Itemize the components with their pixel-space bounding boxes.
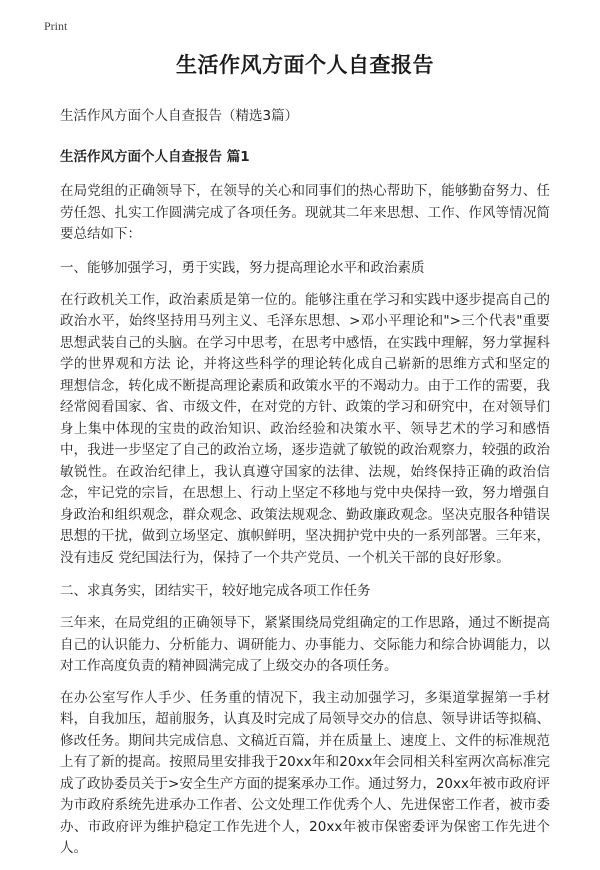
print-label: Print: [44, 19, 68, 33]
intro-paragraph: 在局党组的正确领导下，在领导的关心和同事们的热心帮助下，能够勤奋努力、任劳任怨、扎实工作圆满完成了各项任务。现就其二年来思想、工作、作风等情况简要总结如下：: [60, 183, 550, 242]
section-1-paragraph: 在行政机关工作，政治素质是第一位的。能够注重在学习和实践中逐步提高自己的政治水平，始终坚持用马列主义、毛泽东思想、>邓小平理论和">三个代表"重要思想武装自己的头脑。在学习中思考，在思考中感悟，在实践中理解，努力掌握科学的世界观和方法 论，并将这些科学的理论转化成自己崭新的思维方式和坚定的理想信念，转化成不断提高理论素质和政策水平的不竭动力。由于工作的需要，我经常阅看国家、省、市级文件，在对党的方针、政策的学习和研究中，在对领导们身上集中体现的宝贵的政治知识、政治经验和决策水平、领导艺术的学习和感悟中，我进一步坚定了自己的政治立场，逐步造就了敏锐的政治观察力，较强的政治敏锐性。在政治纪律上，我认真遵守国家的法律、法规，始终保持正确的政治信念，牢记党的宗旨，在思想上、行动上坚定不移地与党中央保持一致，努力增强自身政治和组织观念，群众观念、政策法规观念、勤政廉政观念。坚决克服各种错误思想的干扰，做到立场坚定、旗帜鲜明，坚决拥护党中央的一系列部署。三年来，没有违反 党纪国法行为，保持了一个共产党员、一个机关干部的良好形象。: [60, 291, 550, 566]
section-2-paragraph-2: 在办公室写作人手少、任务重的情况下，我主动加强学习，多渠道掌握第一手材料，自我加压，超前服务，认真及时完成了局领导交办的信息、领导讲话等拟稿、修改任务。期间共完成信息、文稿近百篇，并在质量上、速度上、文件的标准规范上有了新的提高。按照局里安排我于20xx年和20xx年会同相关科室两次高标准完成了政协委员关于>安全生产方面的提案承办工作。通过努力，20xx年被市政府评为市政府系统先进承办工作者、公文处理工作优秀个人、先进保密工作者，被市委办、市政府评为维护稳定工作先进个人，20xx年被市保密委评为保密工作先进个人。: [60, 689, 550, 856]
section-2-paragraph-1: 三年来，在局党组的正确领导下，紧紧围绕局党组确定的工作思路，通过不断提高自己的认识能力、分析能力、调研能力、办事能力、交际能力和综合协调能力，以对工作高度负责的精神圆满完成了上级交办的各项任务。: [60, 615, 550, 674]
document-body: [60, 49, 550, 870]
article-heading: 生活作风方面个人自查报告 篇1: [60, 149, 250, 165]
document-subtitle: 生活作风方面个人自查报告（精选3篇）: [60, 108, 299, 124]
section-heading-2: 二、求真务实，团结实干，较好地完成各项工作任务: [60, 583, 371, 599]
section-heading-1: 一、能够加强学习，勇于实践，努力提高理论水平和政治素质: [60, 259, 425, 276]
document-title: 生活作风方面个人自查报告: [176, 53, 434, 77]
